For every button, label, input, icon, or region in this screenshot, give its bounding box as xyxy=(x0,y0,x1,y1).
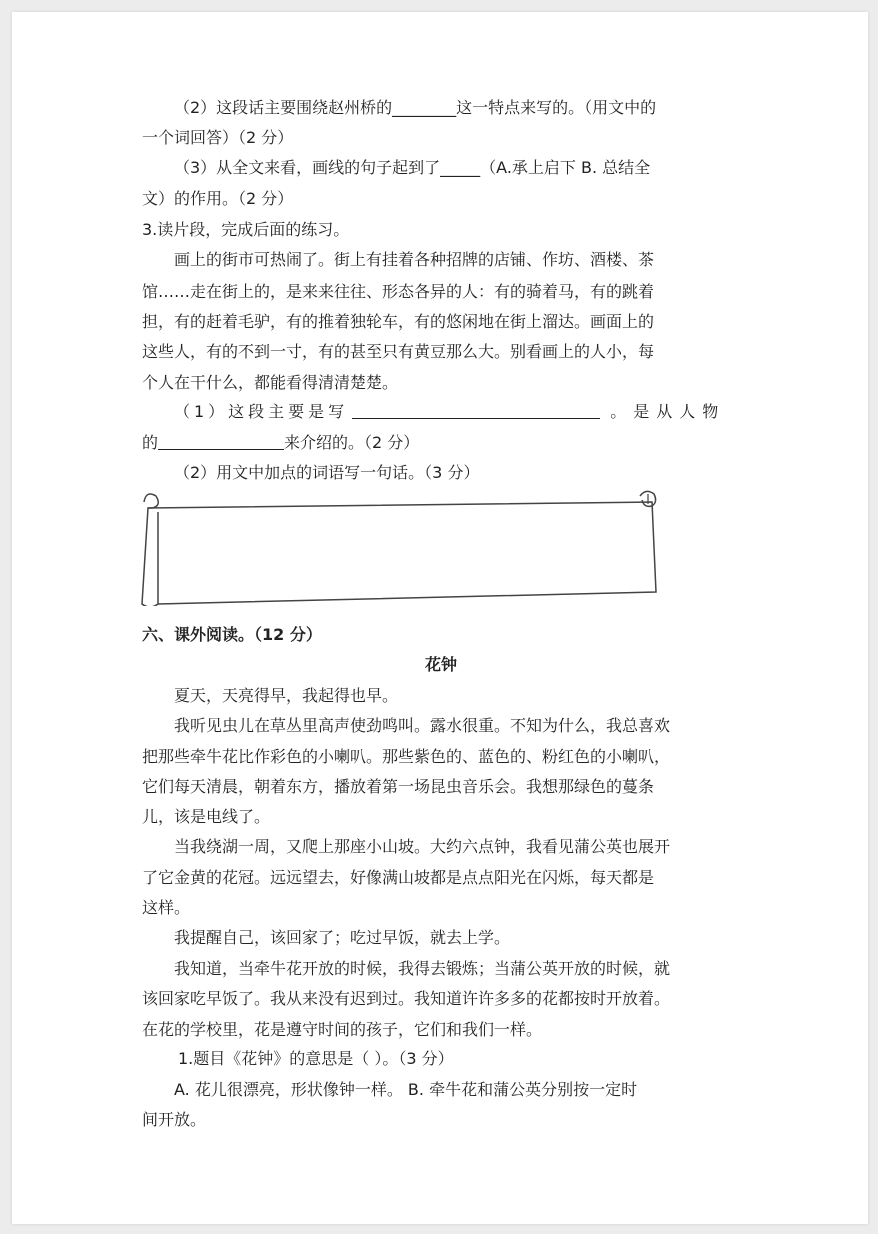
q2b-prompt: （2）用文中加点的词语写一句话。（3 分） xyxy=(174,463,480,482)
passage3-heading: 3.读片段，完成后面的练习。 xyxy=(142,220,350,239)
story-title: 花钟 xyxy=(424,655,457,674)
story-line: 当我绕湖一周，又爬上那座小山坡。大约六点钟，我看见蒲公英也展开 xyxy=(174,837,671,856)
passage3-line: 馆……走在街上的，是来来往往、形态各异的人：有的骑着马，有的跳着 xyxy=(142,282,655,301)
q2-line1: （2）这段话主要围绕赵州桥的________这一特点来写的。（用文中的 xyxy=(174,98,657,117)
q3-line2: 文）的作用。（2 分） xyxy=(142,189,294,208)
story-line: 我知道，当牵牛花开放的时候，我得去锻炼；当蒲公英开放的时候，就 xyxy=(174,959,671,978)
story-para: 夏天，天亮得早，我起得也早。 xyxy=(174,686,399,705)
q1-prompt-2: 的 xyxy=(142,433,159,452)
story-line: 把那些牵牛花比作彩色的小喇叭。那些紫色的、蓝色的、粉红色的小喇叭， xyxy=(142,747,671,766)
reading-q1-options: A. 花儿很漂亮，形状像钟一样。 B. 牵牛花和蒲公英分别按一定时 xyxy=(174,1080,638,1099)
q1-suffix: 。是从人物 xyxy=(610,402,726,421)
answer-blank[interactable] xyxy=(352,402,600,419)
q1-suffix-2: 来介绍的。（2 分） xyxy=(284,433,420,452)
answer-blank[interactable] xyxy=(158,433,284,450)
story-line: 我听见虫儿在草丛里高声使劲鸣叫。露水很重。不知为什么，我总喜欢 xyxy=(174,716,671,735)
story-para: 我提醒自己，该回家了；吃过早饭，就去上学。 xyxy=(174,928,511,947)
q2-line2: 一个词回答）（2 分） xyxy=(142,128,294,147)
passage3-line: 担，有的赶着毛驴，有的推着独轮车，有的悠闲地在街上溜达。画面上的 xyxy=(142,312,655,331)
q1-line1 xyxy=(174,402,740,422)
story-line: 在花的学校里，花是遵守时间的孩子，它们和我们一样。 xyxy=(142,1020,543,1039)
story-line: 它们每天清晨，朝着东方，播放着第一场昆虫音乐会。我想那绿色的蔓条 xyxy=(142,777,655,796)
passage3-line: 画上的街市可热闹了。街上有挂着各种招牌的店铺、作坊、酒楼、茶 xyxy=(174,250,655,269)
story-line: 了它金黄的花冠。远远望去，好像满山坡都是点点阳光在闪烁，每天都是 xyxy=(142,868,655,887)
story-line: 该回家吃早饭了。我从来没有迟到过。我知道许许多多的花都按时开放着。 xyxy=(142,989,671,1008)
reading-q1: 1.题目《花钟》的意思是（ ）。（3 分） xyxy=(178,1049,454,1068)
story-line: 这样。 xyxy=(142,898,191,917)
passage3-line: 这些人，有的不到一寸，有的甚至只有黄豆那么大。别看画上的人小，每 xyxy=(142,342,655,361)
reading-q1-options-2: 间开放。 xyxy=(142,1110,207,1129)
scroll-answer-box[interactable] xyxy=(138,488,658,606)
passage3-line: 个人在干什么，都能看得清清楚楚。 xyxy=(142,373,399,392)
exam-page xyxy=(12,12,868,1224)
q1-line2 xyxy=(142,433,740,453)
q1-prompt: （1）这段主要是写 xyxy=(174,402,349,421)
section6-heading: 六、课外阅读。（12 分） xyxy=(142,625,322,644)
story-line: 儿，该是电线了。 xyxy=(142,807,271,826)
q3-line1: （3）从全文来看，画线的句子起到了_____（A.承上启下 B. 总结全 xyxy=(174,158,651,177)
